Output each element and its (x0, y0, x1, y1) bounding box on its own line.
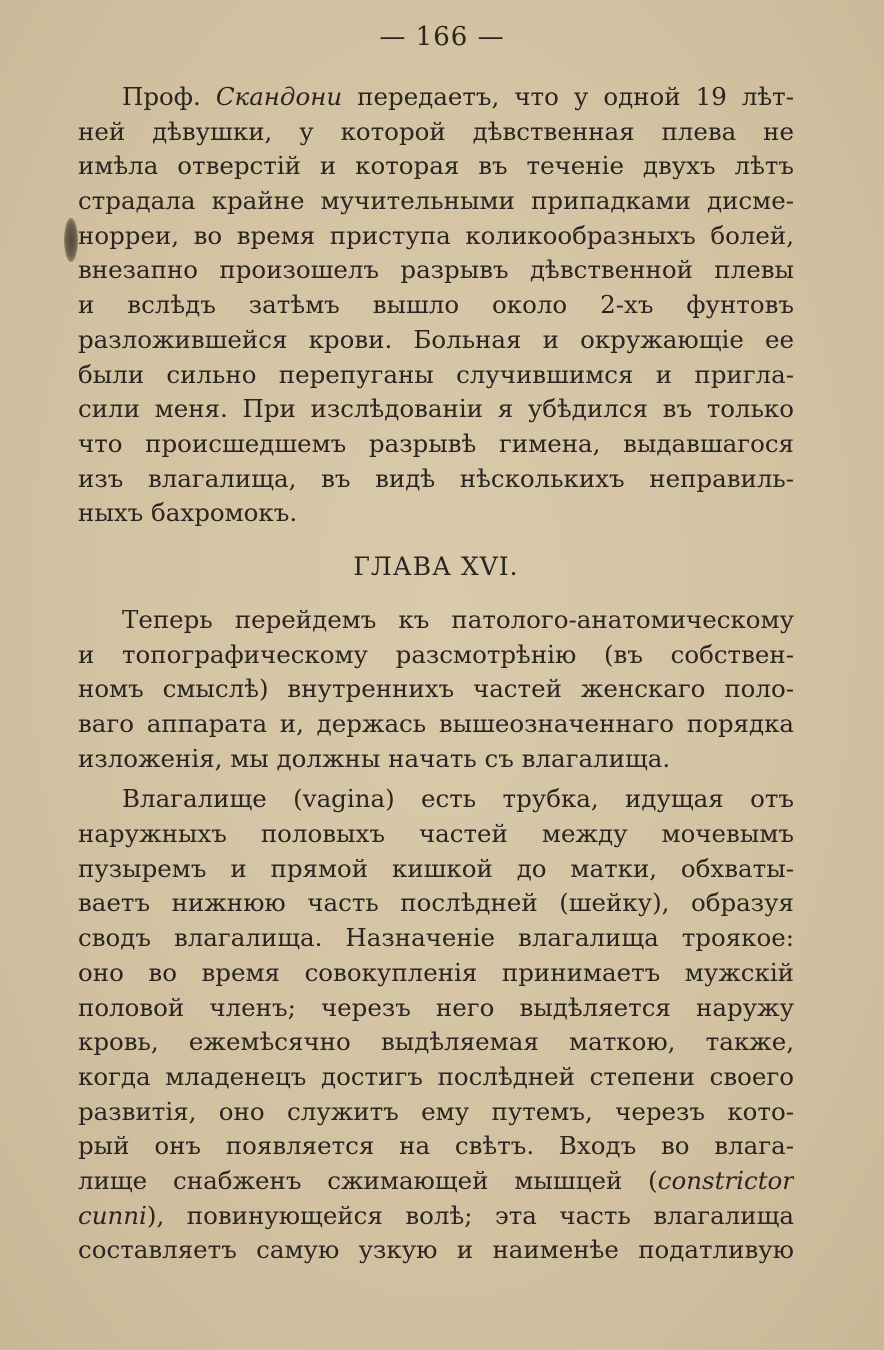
text-line (78, 1199, 794, 1234)
text-line (78, 80, 794, 115)
text-line: страдала крайне мучительными припадками дисме- (78, 186, 794, 216)
ink-stain (64, 218, 78, 262)
text-line: половой членъ; черезъ него выдѣляется наружу (78, 992, 794, 1022)
text-line: оно во время совокупленія принимаетъ мужскій (78, 957, 794, 987)
text-line: и топографическому разсмотрѣнію (въ собствен- (78, 639, 794, 669)
page-number: — 166 — (379, 22, 505, 52)
text-line: что происшедшемъ разрывѣ гимена, выдавшагося (78, 428, 794, 458)
italic-term: cunni (78, 1200, 147, 1230)
text-line: внезапно произошелъ разрывъ дѣвственной плевы (78, 255, 794, 285)
text-line: ней дѣвушки, у которой дѣвственная плева не (78, 116, 794, 146)
text-line: наружныхъ половыхъ частей между мочевымъ (78, 819, 794, 849)
italic-term: constrictor (657, 1165, 794, 1195)
text-line: имѣла отверстій и которая въ теченіе двухъ лѣтъ (78, 151, 794, 181)
text-line: рый онъ появляется на свѣтъ. Входъ во влага- (78, 1131, 794, 1161)
paragraph-1 (78, 80, 794, 531)
text-line: ныхъ бахромокъ. (78, 498, 298, 528)
paragraph-2 (78, 603, 794, 776)
text-line: и вслѣдъ затѣмъ вышло около 2-хъ фунтовъ (78, 290, 794, 320)
chapter-heading: ГЛАВА XVI. (353, 551, 519, 581)
text-span: лище снабженъ сжимающей мышцей ( (78, 1165, 658, 1195)
italic-name: Скандони (215, 82, 343, 111)
text-line (78, 1164, 794, 1199)
text-line: изложенія, мы должны начать съ влагалища. (78, 743, 671, 773)
text-line: были сильно перепуганы случившимся и пригла- (78, 359, 794, 389)
text-span: ), повинующейся волѣ; эта часть влагалища (146, 1200, 794, 1230)
text-span: Проф. (122, 82, 216, 111)
text-line: развитія, оно служитъ ему путемъ, черезъ кото- (78, 1096, 794, 1126)
paragraph-3 (78, 782, 794, 1268)
text-line: сили меня. При изслѣдованіи я убѣдился въ только (78, 394, 794, 424)
text-line: Влагалище (vagina) есть трубка, идущая отъ (122, 784, 794, 814)
text-line: когда младенецъ достигъ послѣдней степени своего (78, 1061, 794, 1091)
text-line: норреи, во время приступа коликообразныхъ болей, (78, 220, 794, 250)
text-line: пузыремъ и прямой кишкой до матки, обхваты- (78, 853, 794, 883)
text-line: ваго аппарата и, держась вышеозначеннаго порядка (78, 709, 794, 738)
text-line: ваетъ нижнюю часть послѣдней (шейку), образуя (78, 888, 794, 918)
text-line: разложившейся крови. Больная и окружающіе ее (78, 324, 794, 354)
text-line: сводъ влагалища. Назначеніе влагалища троякое: (78, 923, 794, 953)
page-body (78, 80, 794, 1268)
text-span: передаетъ, что у одной 19 лѣт- (342, 82, 794, 111)
text-line: изъ влагалища, въ видѣ нѣсколькихъ неправиль- (78, 463, 794, 493)
text-line: составляетъ самую узкую и наименѣе податливую (78, 1235, 794, 1265)
text-line: номъ смыслѣ) внутреннихъ частей женскаго поло- (78, 674, 794, 704)
text-line: кровь, ежемѣсячно выдѣляемая маткою, также, (78, 1027, 794, 1057)
text-line: Теперь перейдемъ къ патолого-анатомическому (122, 604, 794, 634)
